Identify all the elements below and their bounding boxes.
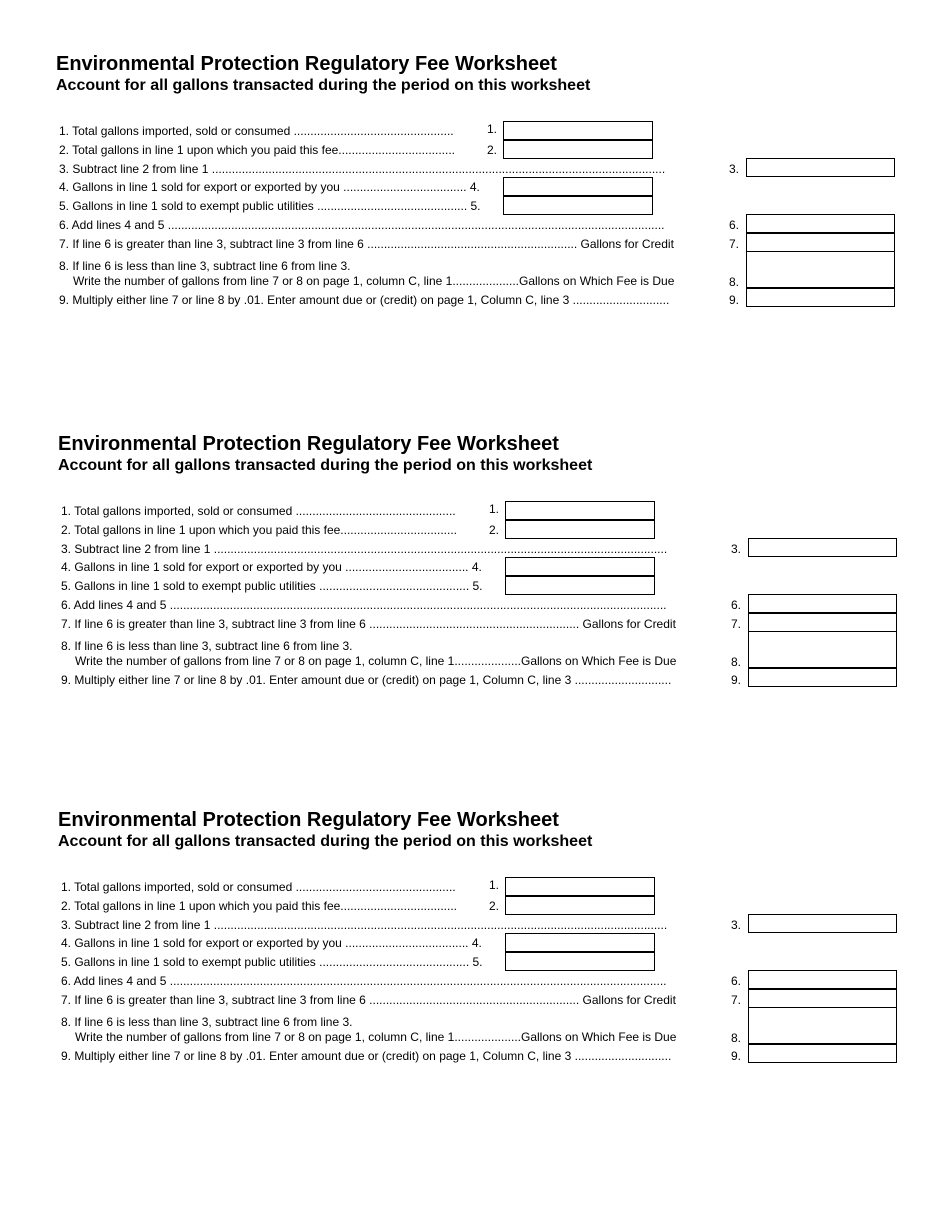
line-3-label: 3. Subtract line 2 from line 1 ........................................................................................................................................ <box>59 162 666 176</box>
box-3-label: 3. <box>731 918 742 932</box>
line-1-label: 1. Total gallons imported, sold or consumed ................................................ <box>61 880 456 894</box>
line-9-input[interactable] <box>746 288 895 307</box>
worksheet-1 <box>56 53 950 433</box>
box-2-label: 2. <box>489 899 500 913</box>
box-1-label: 1. <box>489 502 500 516</box>
line-2-input[interactable] <box>503 140 653 159</box>
box-6-label: 6. <box>731 974 742 988</box>
box-9-label: 9. <box>731 1049 742 1063</box>
line-1-input[interactable] <box>503 121 653 140</box>
line-4-input[interactable] <box>505 557 655 576</box>
box-1-label: 1. <box>489 878 500 892</box>
line-3-input[interactable] <box>748 538 897 557</box>
line-1-label: 1. Total gallons imported, sold or consumed ................................................ <box>59 124 454 138</box>
line-8-input[interactable] <box>746 251 895 288</box>
line-2-label: 2. Total gallons in line 1 upon which you paid this fee................................... <box>59 143 455 157</box>
box-2-label: 2. <box>487 143 498 157</box>
line-5-label: 5. Gallons in line 1 sold to exempt public utilities ............................................. 5. <box>59 199 481 213</box>
line-8-input[interactable] <box>748 631 897 668</box>
line-3-input[interactable] <box>746 158 895 177</box>
line-4-label: 4. Gallons in line 1 sold for export or exported by you ..................................... 4. <box>59 180 480 194</box>
worksheet-2 <box>58 433 950 813</box>
box-7-label: 7. <box>731 617 742 631</box>
box-9-label: 9. <box>731 673 742 687</box>
line-1-input[interactable] <box>505 501 655 520</box>
line-5-input[interactable] <box>505 952 655 971</box>
line-6-label: 6. Add lines 4 and 5 ..................................................................................................................................................... <box>59 218 665 232</box>
box-1-label: 1. <box>487 122 498 136</box>
line-8-label: 8. If line 6 is less than line 3, subtract line 6 from line 3. <box>61 1015 353 1029</box>
line-2-label: 2. Total gallons in line 1 upon which you paid this fee................................... <box>61 899 457 913</box>
box-9-label: 9. <box>729 293 740 307</box>
line-5-label: 5. Gallons in line 1 sold to exempt public utilities ............................................. 5. <box>61 579 483 593</box>
line-4-label: 4. Gallons in line 1 sold for export or exported by you ..................................... 4. <box>61 936 482 950</box>
line-9-input[interactable] <box>748 668 897 687</box>
line-7-label: 7. If line 6 is greater than line 3, subtract line 3 from line 6 ............................................................... Gallons for Credit <box>61 617 676 631</box>
line-7-label: 7. If line 6 is greater than line 3, subtract line 3 from line 6 ............................................................... Gallons for Credit <box>61 993 676 1007</box>
line-8-label: 8. If line 6 is less than line 3, subtract line 6 from line 3. <box>59 259 351 273</box>
line-9-input[interactable] <box>748 1044 897 1063</box>
line-5-label: 5. Gallons in line 1 sold to exempt public utilities ............................................. 5. <box>61 955 483 969</box>
line-6-label: 6. Add lines 4 and 5 ..................................................................................................................................................... <box>61 598 667 612</box>
line-1-input[interactable] <box>505 877 655 896</box>
line-8-label: 8. If line 6 is less than line 3, subtract line 6 from line 3. <box>61 639 353 653</box>
line-6-input[interactable] <box>748 970 897 989</box>
box-7-label: 7. <box>731 993 742 1007</box>
box-6-label: 6. <box>729 218 740 232</box>
line-5-input[interactable] <box>503 196 653 215</box>
line-9-label: 9. Multiply either line 7 or line 8 by .01. Enter amount due or (credit) on page 1, Column C, line 3 ............................. <box>59 293 670 307</box>
line-7-input[interactable] <box>748 613 897 632</box>
line-2-input[interactable] <box>505 520 655 539</box>
line-5-input[interactable] <box>505 576 655 595</box>
worksheet-title: Environmental Protection Regulatory Fee Worksheet <box>56 53 557 75</box>
box-8-label: 8. <box>729 275 740 289</box>
line-8-instruction: Write the number of gallons from line 7 or 8 on page 1, column C, line 1....................Gallons on Which Fee is Due <box>75 1030 677 1044</box>
line-9-label: 9. Multiply either line 7 or line 8 by .01. Enter amount due or (credit) on page 1, Column C, line 3 ............................. <box>61 673 672 687</box>
line-4-input[interactable] <box>503 177 653 196</box>
box-7-label: 7. <box>729 237 740 251</box>
worksheet-subtitle: Account for all gallons transacted during the period on this worksheet <box>58 833 593 850</box>
line-4-label: 4. Gallons in line 1 sold for export or exported by you ..................................... 4. <box>61 560 482 574</box>
line-2-label: 2. Total gallons in line 1 upon which you paid this fee................................... <box>61 523 457 537</box>
worksheet-title: Environmental Protection Regulatory Fee Worksheet <box>58 809 559 831</box>
line-7-input[interactable] <box>748 989 897 1008</box>
box-8-label: 8. <box>731 1031 742 1045</box>
line-3-label: 3. Subtract line 2 from line 1 ........................................................................................................................................ <box>61 918 668 932</box>
worksheet-subtitle: Account for all gallons transacted during the period on this worksheet <box>58 457 593 474</box>
box-2-label: 2. <box>489 523 500 537</box>
line-2-input[interactable] <box>505 896 655 915</box>
box-3-label: 3. <box>729 162 740 176</box>
line-4-input[interactable] <box>505 933 655 952</box>
line-8-instruction: Write the number of gallons from line 7 or 8 on page 1, column C, line 1....................Gallons on Which Fee is Due <box>75 654 677 668</box>
worksheet-title: Environmental Protection Regulatory Fee Worksheet <box>58 433 559 455</box>
line-3-label: 3. Subtract line 2 from line 1 ........................................................................................................................................ <box>61 542 668 556</box>
line-1-label: 1. Total gallons imported, sold or consumed ................................................ <box>61 504 456 518</box>
line-9-label: 9. Multiply either line 7 or line 8 by .01. Enter amount due or (credit) on page 1, Column C, line 3 ............................. <box>61 1049 672 1063</box>
line-8-instruction: Write the number of gallons from line 7 or 8 on page 1, column C, line 1....................Gallons on Which Fee is Due <box>73 274 675 288</box>
box-6-label: 6. <box>731 598 742 612</box>
worksheet-subtitle: Account for all gallons transacted during the period on this worksheet <box>56 77 591 94</box>
line-3-input[interactable] <box>748 914 897 933</box>
line-6-input[interactable] <box>748 594 897 613</box>
line-6-label: 6. Add lines 4 and 5 ..................................................................................................................................................... <box>61 974 667 988</box>
box-3-label: 3. <box>731 542 742 556</box>
worksheet-3 <box>58 809 950 1189</box>
line-8-input[interactable] <box>748 1007 897 1044</box>
line-7-input[interactable] <box>746 233 895 252</box>
box-8-label: 8. <box>731 655 742 669</box>
line-7-label: 7. If line 6 is greater than line 3, subtract line 3 from line 6 ............................................................... Gallons for Credit <box>59 237 674 251</box>
line-6-input[interactable] <box>746 214 895 233</box>
